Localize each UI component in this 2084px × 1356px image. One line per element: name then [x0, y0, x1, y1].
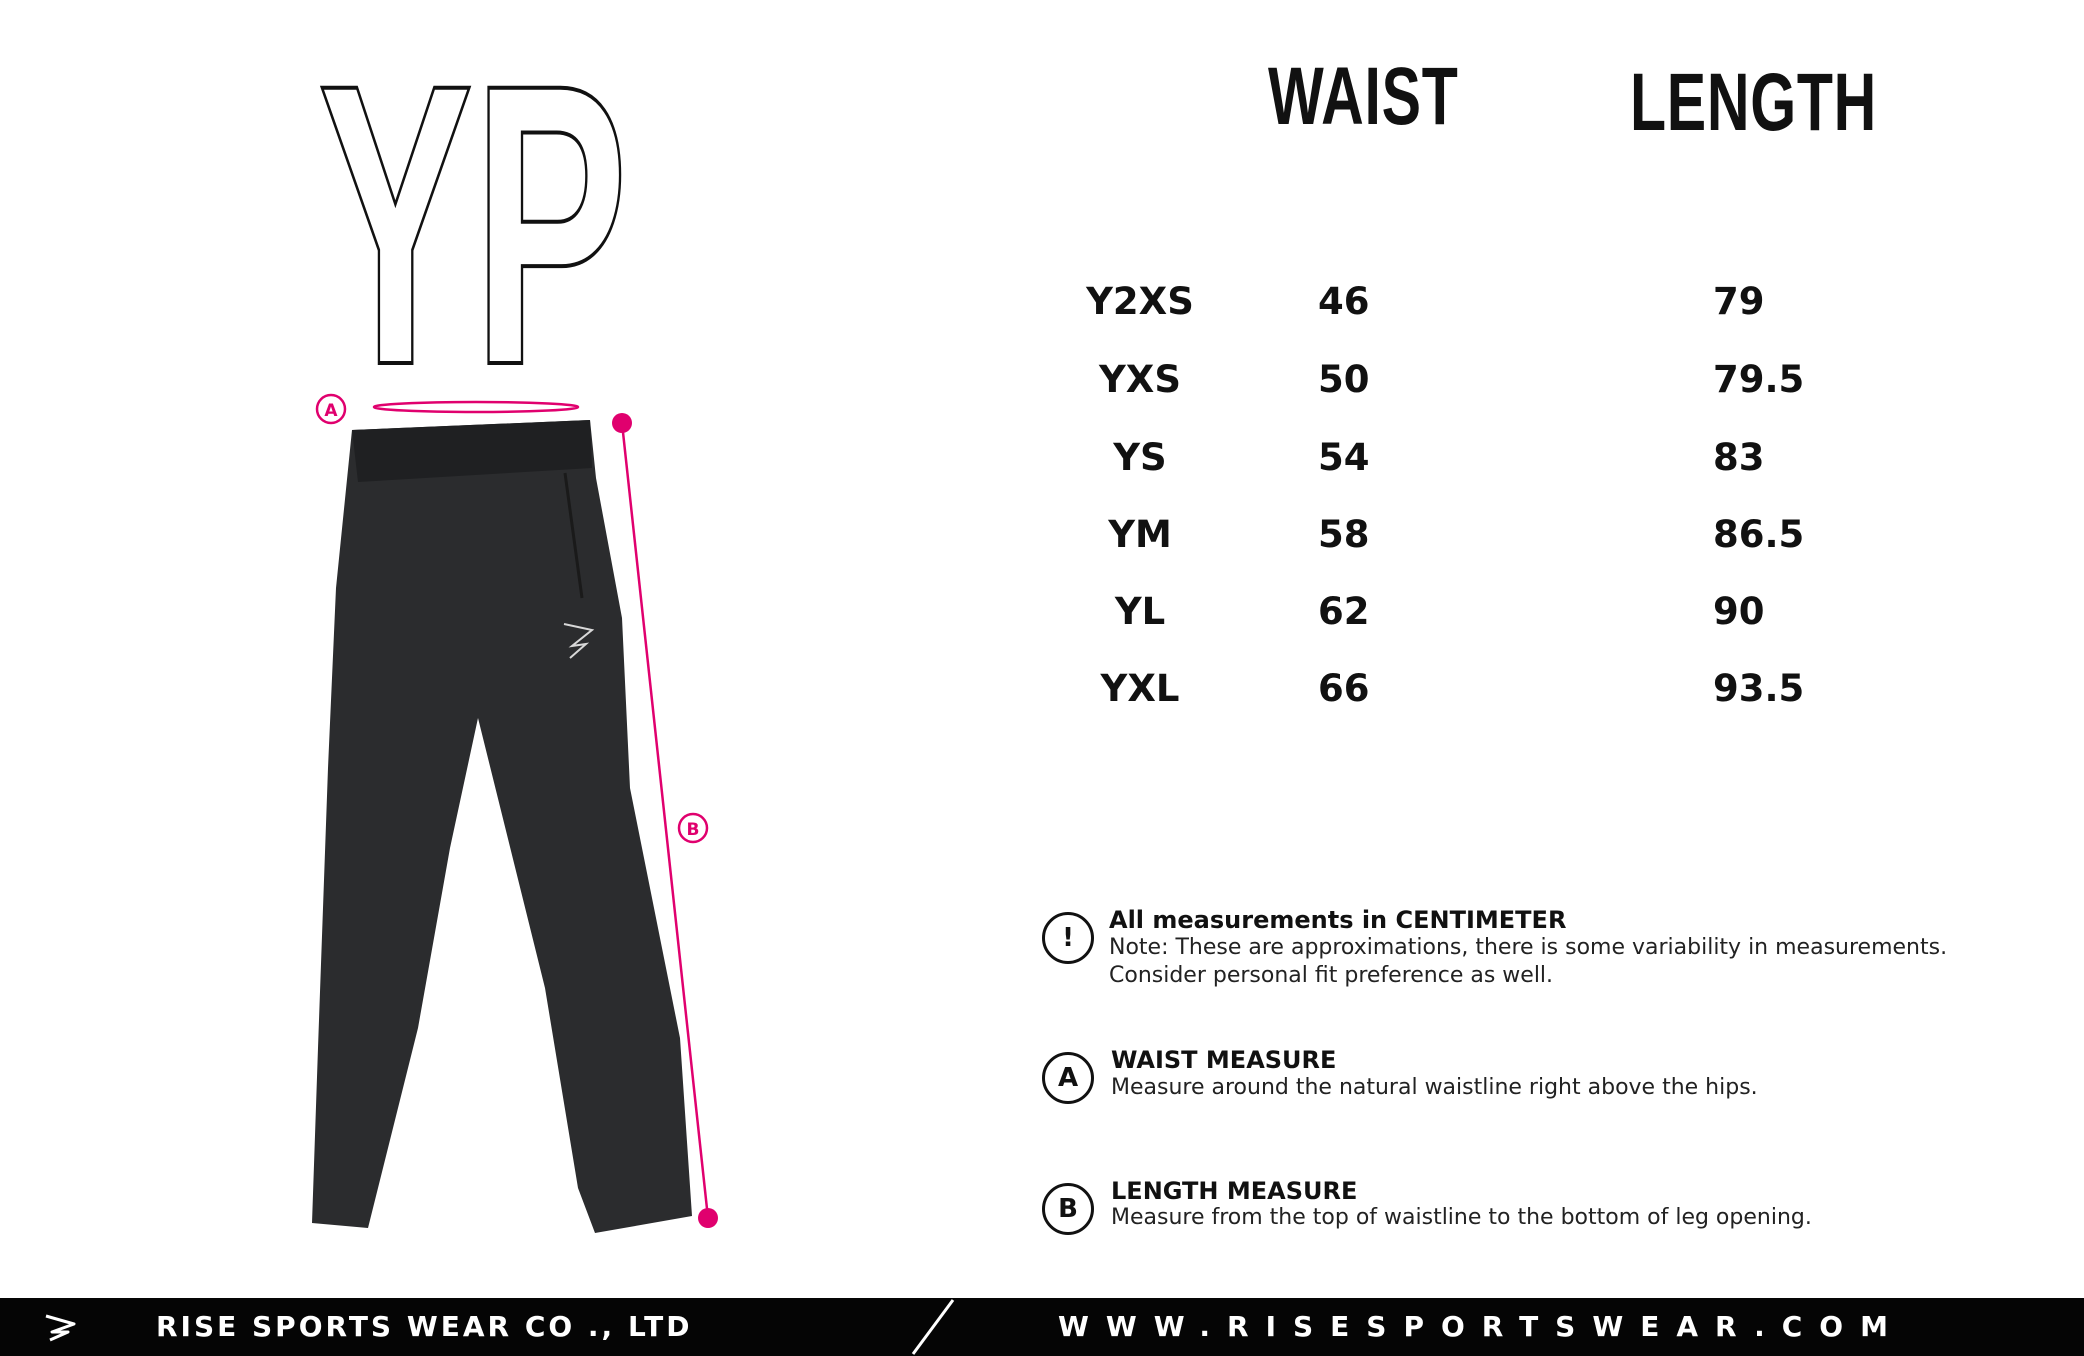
website-link[interactable]: WWW.RISESPORTSWEAR.COM: [1058, 1310, 1905, 1343]
divider-slash: [908, 1298, 958, 1356]
size-cell: YS: [1113, 436, 1167, 479]
units-note-title: All measurements in CENTIMETER: [1109, 906, 1567, 934]
length-note-title: LENGTH MEASURE: [1111, 1177, 1358, 1205]
units-note-line2: Consider personal fit preference as well.: [1109, 963, 1554, 988]
exclamation-icon: !: [1042, 912, 1094, 964]
waist-cell: 66: [1318, 667, 1370, 710]
company-name: RISE SPORTS WEAR CO ., LTD: [156, 1310, 693, 1343]
length-cell: 93.5: [1713, 667, 1805, 710]
table-row: [0, 590, 2084, 650]
size-cell: YM: [1108, 513, 1172, 556]
waist-cell: 54: [1318, 436, 1370, 479]
waist-cell: 50: [1318, 358, 1370, 401]
marker-b-label: B: [686, 820, 700, 840]
table-row: [0, 280, 2084, 340]
table-row: [0, 667, 2084, 727]
marker-a-label: A: [324, 401, 338, 421]
length-cell: 90: [1713, 590, 1765, 633]
length-cell: 86.5: [1713, 513, 1805, 556]
waist-a-icon: A: [1042, 1052, 1094, 1104]
table-row: [0, 513, 2084, 573]
waist-column-header: WAIST: [1268, 51, 1459, 142]
length-note-text: Measure from the top of waistline to the bottom of leg opening.: [1111, 1205, 1812, 1230]
waist-cell: 46: [1318, 280, 1370, 323]
size-cell: YXL: [1100, 667, 1180, 710]
footer-bar: [0, 1298, 2084, 1356]
length-cell: 83: [1713, 436, 1765, 479]
length-cell: 79.5: [1713, 358, 1805, 401]
waist-cell: 62: [1318, 590, 1370, 633]
size-cell: YL: [1114, 590, 1166, 633]
size-cell: Y2XS: [1086, 280, 1194, 323]
size-code-text: YP: [318, 18, 628, 388]
size-cell: YXS: [1099, 358, 1181, 401]
length-b-icon: B: [1042, 1183, 1094, 1235]
length-cell: 79: [1713, 280, 1765, 323]
length-end-dot: [698, 1208, 718, 1228]
waist-note-title: WAIST MEASURE: [1111, 1046, 1337, 1074]
units-note-line1: Note: These are approximations, there is some variability in measurements.: [1109, 935, 1948, 960]
length-column-header: LENGTH: [1630, 57, 1878, 148]
waist-note-text: Measure around the natural waistline right above the hips.: [1111, 1075, 1758, 1100]
brand-logo-icon: [44, 1312, 78, 1342]
waist-cell: 58: [1318, 513, 1370, 556]
table-row: [0, 436, 2084, 496]
table-row: [0, 358, 2084, 418]
